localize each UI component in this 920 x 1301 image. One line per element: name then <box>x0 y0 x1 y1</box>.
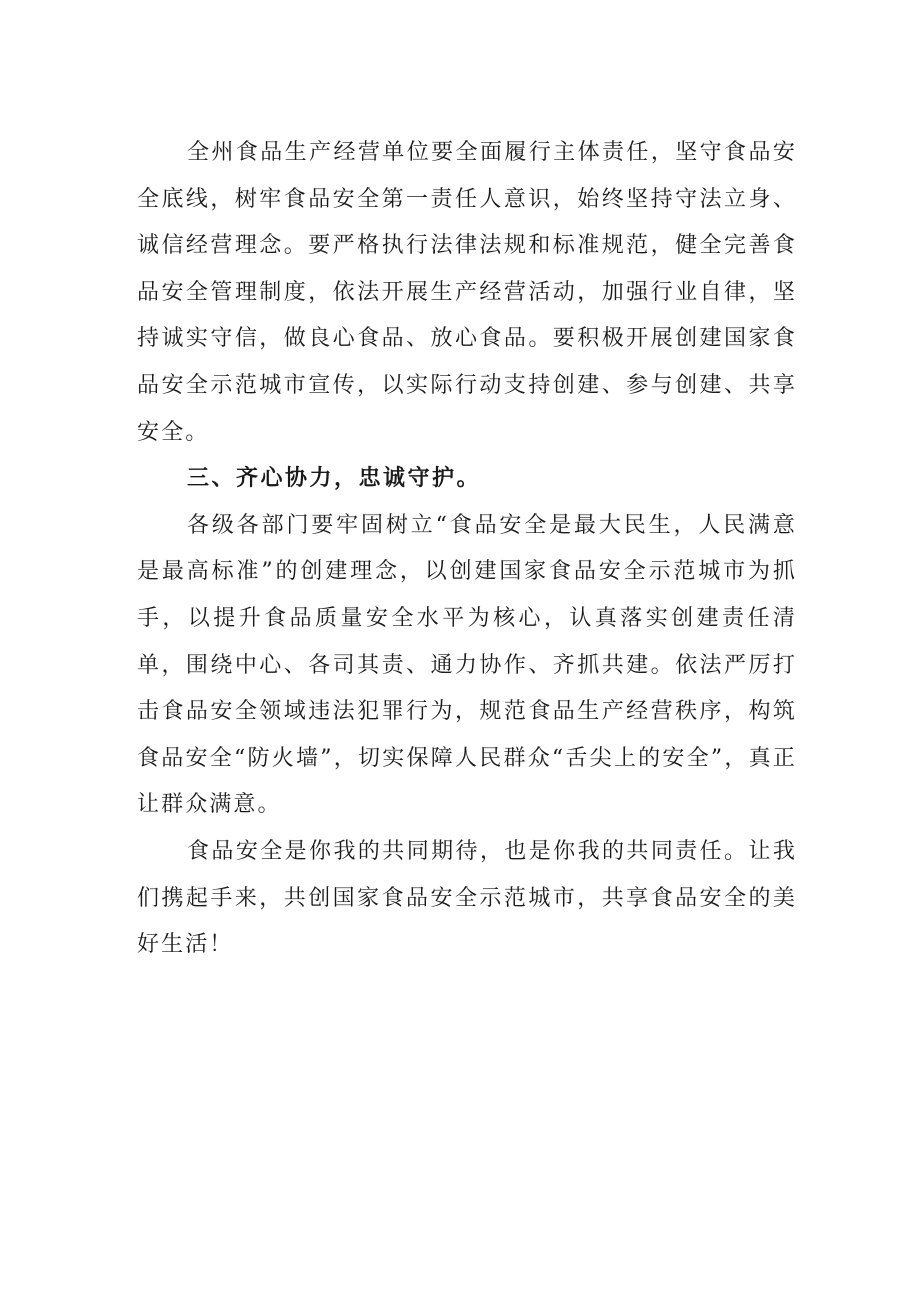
section-heading: 三、齐心协力，忠诚守护。 <box>187 466 482 492</box>
paragraph-departments: 各级各部门要牢固树立“食品安全是最大民生，人民满意是最高标准”的创建理念，以创建国家食品安全示范城市为抓手，以提升食品质量安全水平为核心，认真落实创建责任清单，围绕中心、各司其责、通力协作、齐抓共建。依法严厉打击食品安全领域违法犯罪行为，规范食品生产经营秩序，构筑食品安全“防火墙”，切实保障人民群众“舌尖上的安全”，真正让群众满意。 <box>137 512 797 818</box>
paragraph-closing: 食品安全是你我的共同期待，也是你我的共同责任。让我们携起手来，共创国家食品安全示范城市，共享食品安全的美好生活！ <box>137 838 797 958</box>
paragraph-responsibility: 全州食品生产经营单位要全面履行主体责任，坚守食品安全底线，树牢食品安全第一责任人意识，始终坚持守法立身、诚信经营理念。要严格执行法律法规和标准规范，健全完善食品安全管理制度，依法开展生产经营活动，加强行业自律，坚持诚实守信，做良心食品、放心食品。要积极开展创建国家食品安全示范城市宣传，以实际行动支持创建、参与创建、共享安全。 <box>137 140 797 445</box>
document-body <box>137 130 797 969</box>
